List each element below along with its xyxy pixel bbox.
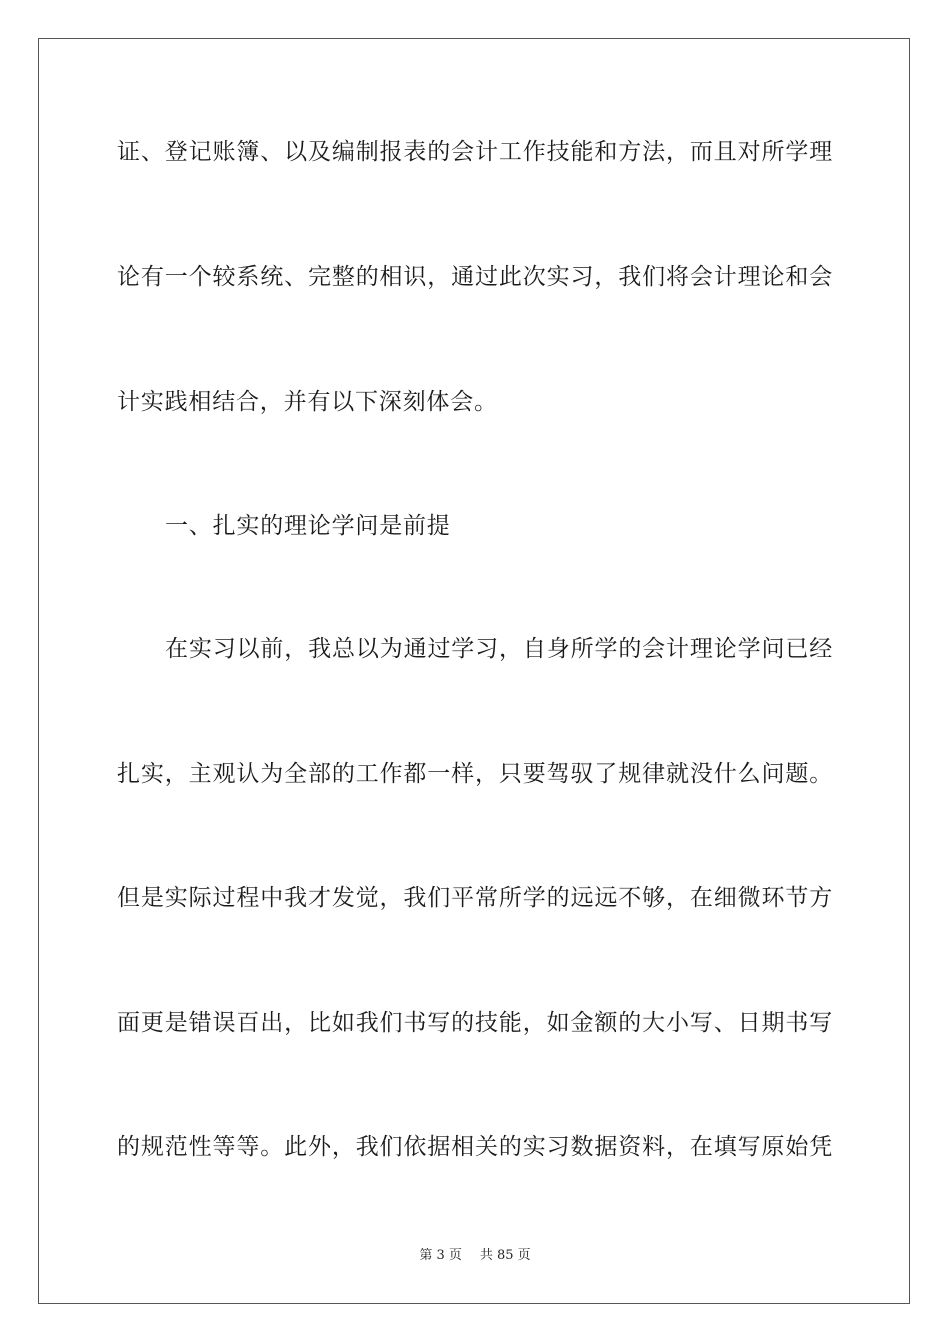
page-frame [38, 38, 910, 1304]
page-total: 共 85 页 [479, 1248, 531, 1263]
body-text-line: 扎实，主观认为全部的工作都一样，只要驾驭了规律就没什么问题。 [117, 761, 833, 787]
body-text-line: 证、登记账簿、以及编制报表的会计工作技能和方法，而且对所学理 [117, 139, 833, 165]
section-heading: 一、扎实的理论学问是前提 [165, 513, 451, 539]
body-text-line: 面更是错误百出，比如我们书写的技能，如金额的大小写、日期书写 [117, 1010, 833, 1036]
body-text-line: 论有一个较系统、完整的相识，通过此次实习，我们将会计理论和会 [117, 264, 833, 290]
body-text-line: 但是实际过程中我才发觉，我们平常所学的远远不够，在细微环节方 [117, 885, 833, 911]
body-text-line: 计实践相结合，并有以下深刻体会。 [117, 389, 498, 415]
page-number: 第 3 页 [419, 1248, 462, 1263]
body-text-line: 在实习以前，我总以为通过学习，自身所学的会计理论学问已经 [165, 636, 833, 662]
body-text-line: 的规范性等等。此外，我们依据相关的实习数据资料，在填写原始凭 [117, 1134, 833, 1160]
page-footer [0, 1247, 950, 1265]
